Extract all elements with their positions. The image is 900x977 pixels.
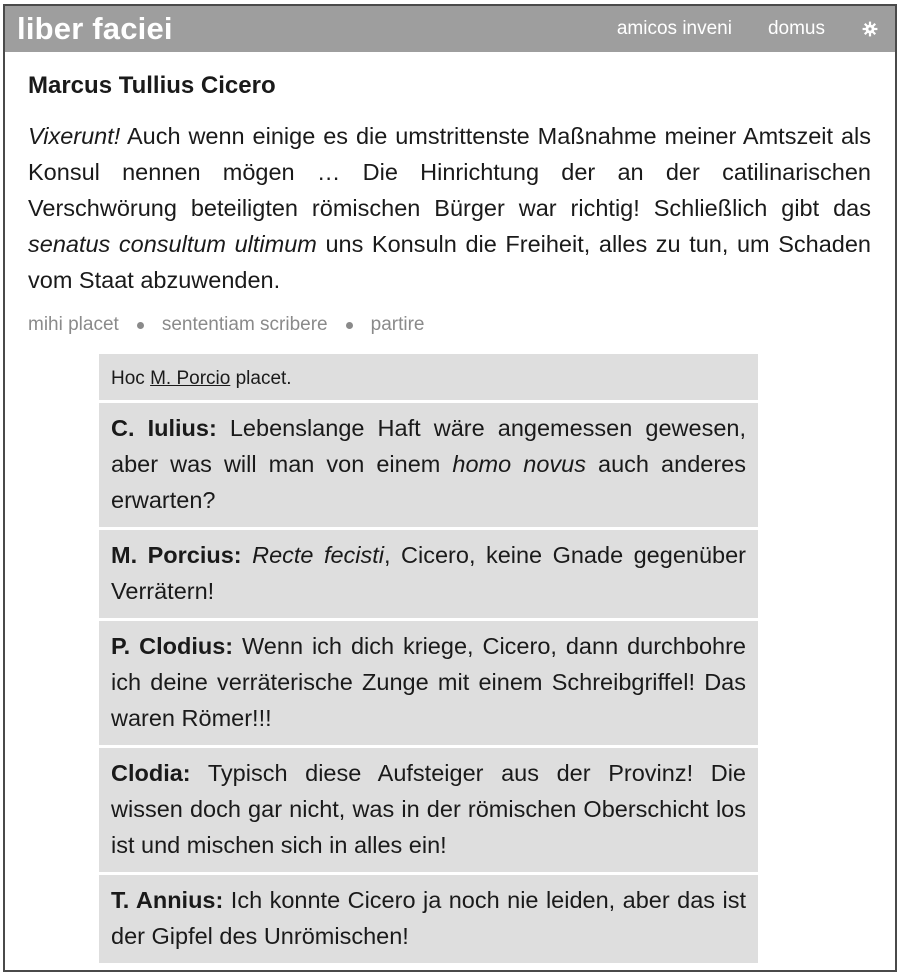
comment [99,530,758,618]
gear-icon[interactable] [859,18,881,40]
app-window [3,4,897,972]
post-author[interactable]: Marcus Tullius Cicero [28,72,276,99]
comment-author[interactable]: T. Annius: [111,887,224,913]
site-logo[interactable]: liber faciei [17,11,173,46]
nav-find-friends[interactable]: amicos inveni [616,18,732,39]
comments-section [99,354,758,963]
comment-text: Recte fecisti [252,542,385,568]
comment [99,621,758,745]
likes-suffix: placet. [230,368,292,389]
post-text-segment: Vixerunt! [28,123,121,149]
separator-dot [137,322,144,329]
post-text-segment: senatus consultum ultimum [28,231,317,257]
comment [99,403,758,527]
like-button[interactable]: mihi placet [28,314,119,335]
comment-text: , Cicero, keine Gnade gegenüber Verrätern! [111,542,746,604]
liker-link[interactable]: M. Porcio [150,368,231,389]
post-container [5,52,895,963]
comment-text: Typisch diese Aufsteiger aus der Provinz! Die wissen doch gar nicht, was in der römischen Oberschicht los ist und mischen sich in alles ein! [111,760,746,858]
nav-home[interactable]: domus [767,18,825,39]
likes-prefix: Hoc [111,368,151,389]
post-actions [28,314,871,336]
comment-author[interactable]: P. Clodius: [111,633,234,659]
likes-summary [99,354,758,400]
comment-text: Wenn ich dich kriege, Cicero, dann durchbohre ich deine verräterische Zunge mit einem Schreibgriffel! Das waren Römer!!! [111,633,746,731]
comment-text: Lebenslange Haft wäre angemessen gewesen, aber was will man von einem [111,415,746,477]
post-text [28,118,871,298]
comment-author[interactable]: Clodia: [111,760,191,786]
post-text-segment: uns Konsuln die Freiheit, alles zu tun, um Schaden vom Staat abzuwenden. [28,231,871,293]
share-button[interactable]: partire [370,314,425,335]
comment-author[interactable]: M. Porcius: [111,542,242,568]
separator-dot [346,322,353,329]
post-text-segment: Auch wenn einige es die umstrittenste Maßnahme meiner Amtszeit als Konsul nennen mögen … Die Hinrichtung der an der catilinarischen Verschwörung beteiligten römischen Bürger war richtig! Schließlich gibt das [28,123,871,221]
top-bar [5,6,895,52]
comment [99,875,758,963]
comment-text: homo novus [452,451,586,477]
comment-button[interactable]: sententiam scribere [161,314,328,335]
comment [99,748,758,872]
comment-author[interactable]: C. Iulius: [111,415,217,441]
comment-text: auch anderes erwarten? [111,451,746,513]
comment-text: Ich konnte Cicero ja noch nie leiden, aber das ist der Gipfel des Unrömischen! [111,887,746,949]
comment-text [242,542,252,568]
